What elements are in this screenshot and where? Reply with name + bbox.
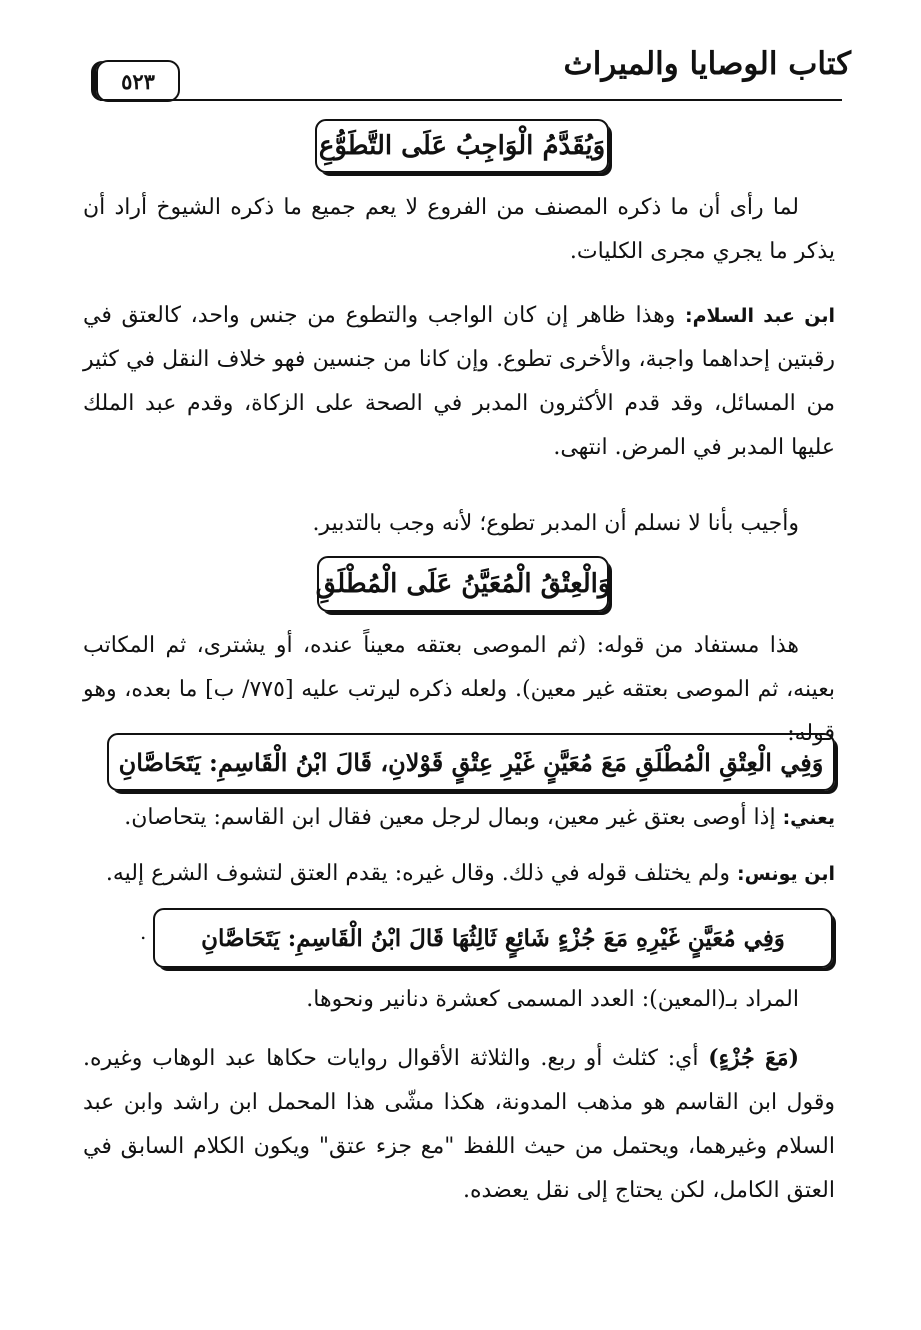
matn-text: وَفِي الْعِتْقِ الْمُطْلَقِ مَعَ مُعَيَّنٍ غَيْرِ عِتْقٍ قَوْلانِ، قَالَ ابْنُ الْقَاسِمِ: يَتَحَاصَّانِ	[118, 747, 824, 777]
matn-box	[317, 556, 609, 612]
citation-label: ابن عبد السلام:	[685, 305, 835, 327]
paragraph-text: إذا أوصى بعتق غير معين، وبمال لرجل معين فقال ابن القاسم: يتحاصان.	[124, 805, 783, 830]
header-divider	[100, 99, 842, 101]
dot-mark: .	[140, 920, 147, 944]
quoted-term: (مَعَ جُزْءٍ)	[708, 1045, 800, 1071]
book-title: كتاب الوصايا والميراث	[563, 46, 851, 82]
matn-box	[315, 119, 609, 173]
paragraph-text: ولم يختلف قوله في ذلك. وقال غيره: يقدم العتق لتشوف الشرع إليه.	[105, 861, 737, 886]
matn-text: وَفِي مُعَيَّنٍ غَيْرِهِ مَعَ جُزْءٍ شَائِعٍ ثَالِثُهَا قَالَ ابْنُ الْقَاسِمِ: يَتَحَاصَّانِ	[201, 924, 785, 952]
page-number: ٥٢٣	[96, 60, 180, 102]
paragraph: لما رأى أن ما ذكره المصنف من الفروع لا يعم جميع ما ذكره الشيوخ أراد أن يذكر ما يجري مجرى الكليات.	[83, 195, 835, 264]
paragraph: وأجيب بأنا لا نسلم أن المدبر تطوع؛ لأنه وجب بالتدبير.	[312, 511, 799, 536]
paragraph: المراد بـ(المعين): العدد المسمى كعشرة دنانير ونحوها.	[306, 987, 799, 1012]
paragraph	[83, 1036, 835, 1213]
paragraph-text: وهذا ظاهر إن كان الواجب والتطوع من جنس واحد، كالعتق في رقبتين إحداهما واجبة، والأخرى تطوع. وإن كانا من جنسين فهو خلاف النقل في كثير من المسائل، وقد قدم الأكثرون المدبر في الصحة على الزكاة، وقدم عبد الملك عليها المدبر في المرض. انتهى.	[83, 303, 835, 460]
paragraph	[83, 852, 835, 896]
citation-label: يعني:	[782, 807, 835, 829]
paragraph-text: أي: كثلث أو ربع. والثلاثة الأقوال روايات حكاها عبد الوهاب وغيره. وقول ابن القاسم هو مذهب المدونة، هكذا مشّى هذا المحمل ابن راشد وابن عبد السلام وغيرهما، ويحتمل من حيث اللفظ "مع جزء عتق" ويكون الكلام السابق في العتق الكامل، لكن يحتاج إلى نقل يعضده.	[83, 1046, 835, 1203]
citation-label: ابن يونس:	[737, 863, 835, 885]
matn-box	[107, 733, 835, 791]
matn-box	[153, 908, 833, 968]
paragraph	[83, 294, 835, 470]
matn-text: وَالْعِتْقُ الْمُعَيَّنُ عَلَى الْمُطْلَقِ	[315, 569, 611, 599]
matn-text: وَيُقَدَّمُ الْوَاجِبُ عَلَى التَّطَوُّعِ	[318, 131, 606, 161]
paragraph: هذا مستفاد من قوله: (ثم الموصى بعتقه معيناً عنده، أو يشترى، ثم المكاتب بعينه، ثم الموصى بعتقه غير معين). ولعله ذكره ليرتب عليه [٧٧٥/ ب] ما بعده، وهو قوله:	[83, 633, 835, 746]
paragraph	[83, 796, 835, 840]
